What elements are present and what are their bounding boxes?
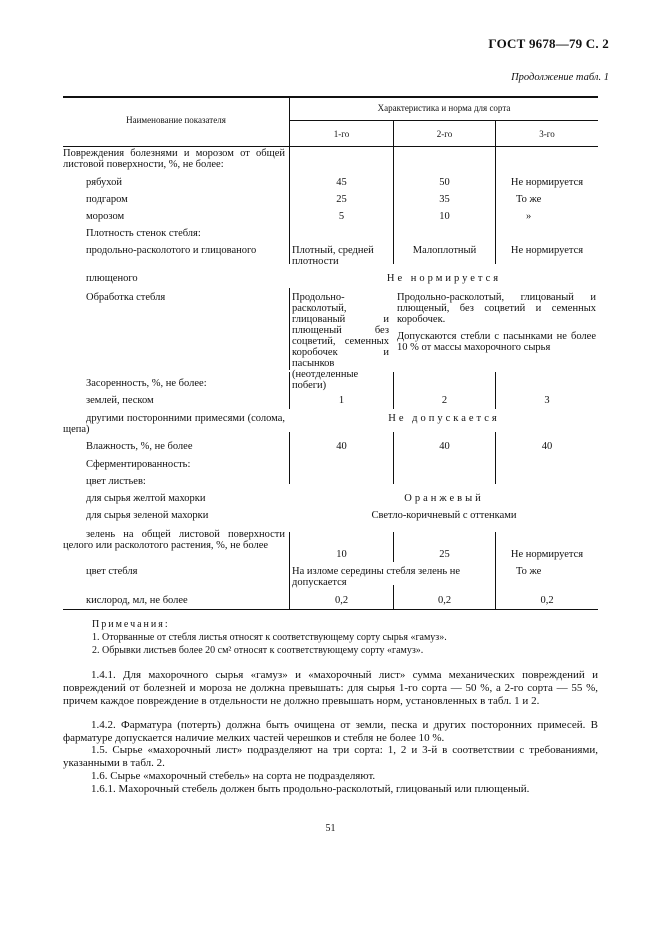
row-cvet-steblya-v12: На изломе середины стебля зелень не допускается: [292, 566, 461, 588]
row-ferm-label: Сферментированность:: [86, 459, 191, 470]
row-vlazhnost-label: Влажность, %, не более: [86, 441, 193, 452]
row-obrabotka-label: Обработка стебля: [86, 292, 166, 303]
row-vlazhnost-v3: 40: [541, 441, 553, 452]
row-kislorod-v1: 0,2: [334, 595, 349, 606]
row-ryabukha-v3: Не нормируется: [510, 177, 584, 188]
row-vlazhnost-v2: 40: [439, 441, 450, 452]
column-header-grade-1: 1-го: [333, 129, 350, 139]
row-zemlei-v1: 1: [338, 395, 345, 406]
row-podgar-label: подгаром: [86, 194, 128, 205]
table-top-rule: [63, 96, 598, 98]
row-obrabotka-v23b: Допускаются стебли с пасынками не более 10 % от массы махорочного сырья: [397, 331, 596, 353]
body-vline-1b: [289, 288, 290, 370]
row-zelen-v3: Не нормируется: [510, 549, 584, 560]
row-prodolno-v2: Малоплотный: [412, 245, 477, 256]
column-header-grade-3: 3-го: [539, 129, 555, 139]
row-moroz-v1: 5: [338, 211, 345, 222]
row-drugimi-merged: Не допускается: [388, 413, 500, 424]
paragraph-1-5: 1.5. Сырье «махорочный лист» подразделяют на три сорта: 1, 2 и 3-й в соответствии с требованиями, указанными в табл. 2.: [63, 744, 598, 769]
row-podgar-v2: 35: [439, 194, 450, 205]
row-prodolno-v3: Не нормируется: [510, 245, 584, 256]
notes-title: Примечания:: [92, 619, 170, 630]
row-moroz-label: морозом: [86, 211, 125, 222]
row-podgar-v3: То же: [516, 194, 542, 205]
row-zelenoi-merged: Светло-коричневый с оттенками: [371, 510, 517, 521]
row-kislorod-v3: 0,2: [540, 595, 554, 606]
paragraph-1-4-1: 1.4.1. Для махорочного сырья «гамуз» и «махорочный лист» сумма механических повреждений и повреждений от болезней и мороза не должна превышать: для сырья 1-го сорта — 50 %, а 2-го сорта — 55 %, причем каждое повреждение в отдельности не должно превышать норм, установленных в табл. 1 и 2.: [63, 669, 598, 707]
paragraph-1-6: 1.6. Сырье «махорочный стебель» на сорта не подразделяют.: [91, 770, 376, 782]
column-header-name: Наименование показателя: [126, 115, 226, 125]
row-zelen-v2: 25: [439, 549, 450, 560]
row-moroz-v2: 10: [439, 211, 450, 222]
row-ryabukha-v1: 45: [336, 177, 347, 188]
row-zemlei-v2: 2: [441, 395, 448, 406]
table-continuation-label: Продолжение табл. 1: [511, 72, 609, 83]
body-vline-1d: [289, 432, 290, 484]
row-vlazhnost-v1: 40: [336, 441, 347, 452]
row-ryabukha-v2: 50: [439, 177, 450, 188]
column-header-grade-2: 2-го: [436, 129, 453, 139]
body-vline-1a: [289, 147, 290, 264]
row-zelen-label: зелень на общей листовой поверхности целого или расколотого растения, %, не более: [63, 529, 285, 551]
row-podgar-v1: 25: [336, 194, 347, 205]
row-zasor-label: Засоренность, %, не более:: [86, 378, 207, 389]
paragraph-1-6-1: 1.6.1. Махорочный стебель должен быть продольно-расколотый, глицованый или плющеный.: [91, 783, 530, 795]
row-kislorod-v2: 0,2: [437, 595, 452, 606]
row-ryabukha-label: рябухой: [86, 177, 122, 188]
document-header: ГОСТ 9678—79 С. 2: [488, 36, 609, 51]
row-kislorod-label: кислород, мл, не более: [86, 595, 188, 606]
page-number: 51: [325, 823, 336, 834]
row-zheltoi-merged: Оранжевый: [404, 493, 484, 504]
row-obrabotka-v1: Продольно-расколотый, глицованый и плющеный без соцветий, семенных коробочек и пасынков (неотделенные побеги): [292, 292, 389, 391]
row-plyushen-merged: Не нормируется: [386, 273, 502, 284]
header-subgroup-rule: [289, 120, 598, 121]
row-zemlei-label: землей, песком: [86, 395, 154, 406]
row-cvet-steblya-v3: То же: [516, 566, 542, 577]
row-density-label: Плотность стенок стебля:: [86, 228, 201, 239]
row-drugimi-label: другими посторонними примесями (солома, щепа): [63, 413, 285, 435]
body-vline-2d: [393, 432, 394, 484]
paragraph-1-4-2: 1.4.2. Фарматура (потерть) должна быть очищена от земли, песка и других посторонних примесей. В фарматуре допускается наличие мелких частей черешков и стебля не более 10 %.: [63, 719, 598, 744]
note-2: 2. Обрывки листьев более 20 см² относят к соответствующему сорту «гамуз».: [92, 645, 424, 656]
row-zheltoi-label: для сырья желтой махорки: [86, 493, 206, 504]
note-1: 1. Оторванные от стебля листья относят к соответствующему сорту сырья «гамуз».: [92, 632, 447, 643]
row-zelenoi-label: для сырья зеленой махорки: [86, 510, 209, 521]
row-prodolno-v1: Плотный, средней плотности: [292, 245, 374, 267]
row-plyushen-label: плющеного: [86, 273, 138, 284]
column-header-group: Характеристика и норма для сорта: [377, 103, 511, 113]
row-damage-label: Повреждения болезнями и морозом от общей листовой поверхности, %, не более:: [63, 148, 285, 170]
row-obrabotka-v23a: Продольно-расколотый, глицованый и плющеный, без соцветий и семенных коробочек.: [397, 292, 596, 325]
body-vline-3d: [495, 432, 496, 484]
row-zelen-v1: 10: [336, 549, 347, 560]
table-header-bottom-rule: [63, 146, 598, 147]
row-cvet-steblya-label: цвет стебля: [86, 566, 138, 577]
row-moroz-v3: »: [526, 211, 532, 222]
row-prodolno-label: продольно-расколотого и глицованого: [86, 245, 257, 256]
row-cvet-label: цвет листьев:: [86, 476, 146, 487]
row-zemlei-v3: 3: [544, 395, 550, 406]
table-bottom-rule: [63, 609, 598, 610]
